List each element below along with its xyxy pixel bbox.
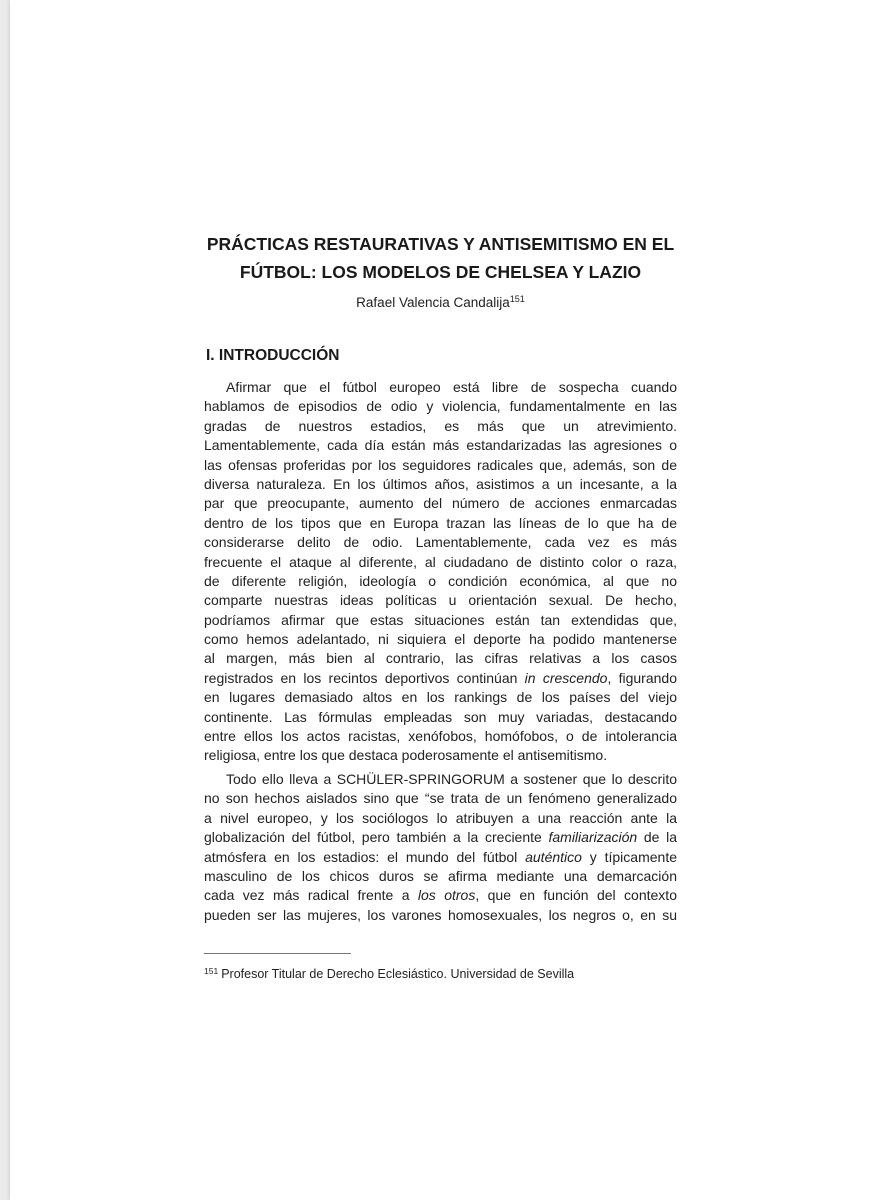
italic-term: los otros (417, 887, 476, 904)
text-segment: cada vez más radical frente a (204, 887, 418, 904)
text-segment: diversa naturaleza. En los últimos años, asistimos a un incesante, a la (204, 475, 677, 492)
text-line (204, 514, 677, 533)
text-line (204, 727, 677, 746)
italic-term: familiarización (548, 829, 638, 846)
text-segment: par que preocupante, aumento del número de acciones enmarcadas (204, 495, 677, 512)
text-line (204, 494, 677, 513)
text-segment: Lamentablemente, cada día están más estandarizadas las agresiones o (204, 437, 677, 454)
title-line-2: FÚTBOL: LOS MODELOS DE CHELSEA Y LAZIO (239, 262, 642, 282)
text-segment: masculino de los chicos duros se afirma mediante una demarcación (204, 867, 677, 884)
text-line (204, 669, 677, 688)
text-line (204, 906, 677, 925)
text-line (204, 456, 677, 475)
text-segment: frecuente el ataque al diferente, al ciudadano de distinto color o raza, (204, 553, 677, 570)
text-line (204, 867, 677, 886)
text-segment: a nivel europeo, y los sociólogos lo atribuyen a una reacción ante la (204, 809, 677, 826)
text-line (204, 649, 677, 668)
text-line (204, 417, 677, 436)
document-title (0, 230, 881, 286)
footnote-number: 151 (204, 966, 219, 976)
text-segment: continente. Las fórmulas empleadas son muy variadas, destacando (204, 708, 677, 725)
text-line (204, 789, 677, 808)
text-segment: religiosa, entre los que destaca poderosamente el antisemitismo. (204, 747, 608, 764)
paragraph-schuler (204, 770, 677, 925)
author-line (0, 294, 881, 310)
text-line (204, 397, 677, 416)
text-segment: gradas de nuestros estadios, es más que un atrevimiento. (204, 417, 677, 434)
text-segment: globalización del fútbol, pero también a la creciente (204, 829, 549, 846)
text-segment: comparte nuestras ideas políticas u orientación sexual. De hecho, (204, 592, 677, 609)
text-segment: hablamos de episodios de odio y violencia, fundamentalmente en las (204, 398, 677, 415)
text-segment: , que en función del contexto (475, 887, 677, 904)
text-line (204, 848, 677, 867)
text-segment: registrados en los recintos deportivos continúan (204, 669, 525, 686)
text-line (204, 809, 677, 828)
text-segment: y típicamente (581, 848, 677, 865)
text-segment: Afirmar que el fútbol europeo está libre de sospecha cuando (226, 379, 677, 395)
text-line (204, 630, 677, 649)
paragraph-introduction (204, 378, 677, 766)
italic-term: auténtico (525, 848, 582, 865)
text-line (204, 708, 677, 727)
text-line (204, 436, 677, 455)
footnote-separator (204, 953, 351, 954)
footnote-text: Profesor Titular de Derecho Eclesiástico. Universidad de Sevilla (221, 967, 575, 981)
text-segment: como hemos adelantado, ni siquiera el deporte ha podido mantenerse (204, 631, 677, 648)
italic-term: in crescendo (524, 669, 608, 686)
text-line (204, 611, 677, 630)
text-segment: no son hechos aislados sino que “se trata de un fenómeno generalizado (204, 790, 677, 807)
text-line (204, 533, 677, 552)
text-line (204, 475, 677, 494)
section-heading: I. INTRODUCCIÓN (206, 347, 340, 364)
text-segment: , figurando (607, 669, 677, 686)
text-segment: en lugares demasiado altos en los rankings de los países del viejo (204, 689, 677, 706)
author-name: Rafael Valencia Candalija (356, 295, 510, 310)
footnote (204, 966, 574, 981)
text-line (204, 828, 677, 847)
author-footnote-ref: 151 (509, 294, 525, 304)
text-segment: considerarse delito de odio. Lamentablemente, cada vez es más (204, 534, 677, 551)
text-segment: Todo ello lleva a SCHÜLER-SPRINGORUM a sostener que lo descrito (226, 771, 677, 787)
text-line (204, 886, 677, 905)
text-segment: de diferente religión, ideología o condición económica, al que no (204, 572, 677, 589)
text-line (204, 591, 677, 610)
text-segment: dentro de los tipos que en Europa trazan las líneas de lo que ha de (204, 514, 677, 531)
text-line (204, 746, 677, 765)
title-line-1: PRÁCTICAS RESTAURATIVAS Y ANTISEMITISMO EN EL (206, 234, 675, 254)
text-segment: entre ellos los actos racistas, xenófobos, homófobos, o de intolerancia (204, 728, 677, 745)
text-segment: de la (637, 829, 677, 846)
text-line (204, 572, 677, 591)
text-line (204, 688, 677, 707)
text-segment: atmósfera en los estadios: el mundo del fútbol (204, 848, 526, 865)
text-segment: pueden ser las mujeres, los varones homosexuales, los negros o, en su (204, 906, 677, 923)
text-segment: podríamos afirmar que estas situaciones están tan extendidas que, (204, 611, 677, 628)
text-segment: al margen, más bien al contrario, las cifras relativas a los casos (204, 650, 677, 667)
text-segment: las ofensas proferidas por los seguidores radicales que, además, son de (204, 456, 677, 473)
text-line (204, 770, 677, 789)
text-line (204, 378, 677, 397)
text-line (204, 553, 677, 572)
